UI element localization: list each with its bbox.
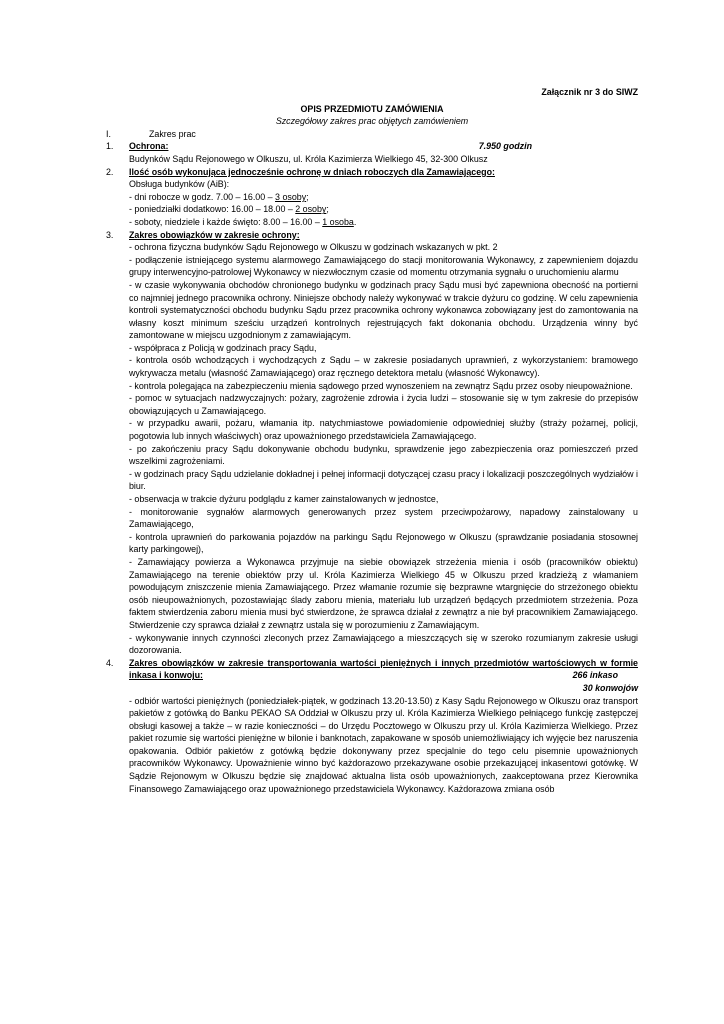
- section-1: [106, 140, 638, 165]
- paragraph: - kontrola polegająca na zabezpieczeniu mienia sądowego przed wynoszeniem na zewnątrz Sądu przez osoby nieupoważnione.: [129, 380, 633, 391]
- staff-line: [106, 216, 638, 229]
- paragraph: - monitorowanie sygnałów alarmowych generowanych przez system przeciwpożarowy, napadowy zainstalowany u Zamawiającego,: [129, 506, 638, 530]
- paragraph: - w czasie wykonywania obchodów chronionego budynku w godzinach pracy Sądu musi być zapewniona obecność na portierni co najmniej jednego pracownika ochrony. Niniejsze obchody należy wykonywać w trakcie dyżuru co godzinę. W celu zapewnienia kontroli systematyczności obchodu budynku Sądu przez pracownika ochrony wykonawca zobowiązany jest do zamontowania na własny koszt minimum sześciu urządzeń kontrolnych rejestrujących fakt dokonania obchodu. Urządzenia winny być zamontowane w miejscu uzgodnionym z zamawiającym.: [129, 279, 638, 341]
- paragraph: - ochrona fizyczna budynków Sądu Rejonowego w Olkuszu w godzinach wskazanych w pkt. 2: [129, 242, 498, 253]
- section-title: Ilość osób wykonująca jednocześnie ochronę w dniach roboczych dla Zamawiającego:: [129, 166, 495, 177]
- staff-count: 3 osoby: [275, 191, 307, 202]
- convoy-count: 30 konwojów: [582, 682, 638, 693]
- section-line: Obsługa budynków (AiB):: [129, 179, 230, 190]
- section-hours: 7.950 godzin: [478, 141, 532, 152]
- section-number: I.: [106, 128, 111, 139]
- staff-line-text: - soboty, niedziele i każde święto: 8.00 – 16.00 –: [129, 216, 323, 227]
- section-title: Zakres obowiązków w zakresie transportowania wartości pieniężnych i innych przedmiotów wartościowych w formie inkasa i konwoju:: [129, 657, 638, 681]
- staff-line: [106, 191, 638, 204]
- section-title: Ochrona:: [129, 141, 169, 152]
- paragraph: - po zakończeniu pracy Sądu dokonywanie obchodu budynku, sprawdzenie jego zabezpieczenia oraz pomieszczeń przed wszelkimi zagrożeniami.: [129, 443, 638, 467]
- section-number: 1.: [106, 141, 114, 152]
- section-line: Budynków Sądu Rejonowego w Olkuszu, ul. Króla Kazimierza Wielkiego 45, 32-300 Olkusz: [129, 153, 488, 164]
- paragraph: - kontrola osób wchodzących i wychodzących z Sądu – w zakresie posiadanych uprawnień, z wykorzystaniem: bramowego wykrywacza metalu (własność Zamawiającego) oraz ręcznego detektora metalu (własność Wykonawcy).: [129, 355, 638, 379]
- section-title: Zakres obowiązków w zakresie ochrony:: [129, 229, 300, 240]
- section-title: Zakres prac: [149, 128, 196, 139]
- document-title: OPIS PRZEDMIOTU ZAMÓWIENIA: [300, 103, 444, 114]
- section-number: 4.: [106, 657, 114, 668]
- staff-count: 2 osoby: [295, 204, 327, 215]
- paragraph: - współpraca z Policją w godzinach pracy Sądu,: [129, 342, 317, 353]
- staff-count: 1 osoba: [322, 216, 354, 227]
- section-2: [106, 166, 638, 229]
- paragraph: - odbiór wartości pieniężnych (poniedziałek-piątek, w godzinach 13.20-13.50) z Kasy Sądu Rejonowego w Olkuszu oraz transport pakietów z gotówką do Banku PEKAO SA Oddział w Olkuszu przy ul. Króla Kazimierza Wielkiego pełniącego funkcję zastępczej obsługi kasowej a także – w razie konieczności – do Urzędu Pocztowego w Olkuszu przy ul. Króla Kazimierza Wielkiego. Przez pakiet rozumie się wartości pieniężne w bilonie i banknotach, zapakowane w sposób uniemożliwiający ich wyjęcie bez naruszenia opakowania. Odbiór pakietów z gotówką będzie dokonywany przez specjalnie do tego celu pisemnie upoważnionych pracowników Wykonawcy. Upoważnienie winno być każdorazowo przekazywane osobie przekazującej inkasentowi gotówkę. W Sądzie Rejonowym w Olkuszu będzie się znajdować aktualna lista osób upoważnionych, zaakceptowana przez Kierownika Finansowego Zamawiającego oraz upoważnionego przedstawiciela Wykonawcy. Każdorazowa zmiana osób: [129, 695, 638, 794]
- staff-suffix: .: [353, 216, 357, 227]
- staff-line-text: - poniedziałki dodatkowo: 16.00 – 18.00 –: [129, 204, 296, 215]
- attachment-label: Załącznik nr 3 do SIWZ: [541, 87, 638, 97]
- staff-line-text: - dni robocze w godz. 7.00 – 16.00 –: [129, 191, 276, 202]
- paragraph: - wykonywanie innych czynności zleconych przez Zamawiającego a mieszczących się w szeroko rozumianym zakresie usługi dozorowania.: [129, 632, 638, 656]
- document-body: [106, 86, 638, 795]
- section-3: [106, 229, 638, 657]
- paragraph: - Zamawiający powierza a Wykonawca przyjmuje na siebie obowiązek strzeżenia mienia i osób (pracowników obiektu) Zamawiającego na terenie obiektów przy ul. Króla Kazimierza Wielkiego 45 w Olkuszu przed kradzieżą z włamaniem powodującym zniszczenie mienia Zamawiającego. Przez włamanie rozumie się bezprawne wtargnięcie do strzeżonego obiektu osób nieupoważnionych, pozostawiając ślady zaboru mienia, materiału lub urządzeń będących przedmiotem strzeżenia. Poza faktem stwierdzenia zaboru mienia musi być stwierdzone, że sprawca działał z zewnątrz a nie był pracownikiem Zamawiającego. Stwierdzenie czy sprawca działał z zewnątrz ustala się w porozumieniu z Zamawiającym.: [129, 556, 638, 630]
- section-number: 2.: [106, 166, 114, 177]
- paragraph: - w godzinach pracy Sądu udzielanie dokładnej i pełnej informacji dotyczącej czasu pracy i lokalizacji poszczególnych wydziałów i biur.: [129, 468, 638, 492]
- section-I: [106, 128, 638, 141]
- paragraph: - obserwacja w trakcie dyżuru podglądu z kamer zainstalowanych w jednostce,: [129, 494, 439, 504]
- section-4: [106, 657, 638, 796]
- document-subtitle: Szczegółowy zakres prac objętych zamówieniem: [275, 116, 469, 127]
- staff-line: [106, 203, 638, 216]
- staff-suffix: ;: [306, 191, 309, 202]
- paragraph: - kontrola uprawnień do parkowania pojazdów na parkingu Sądu Rejonowego w Olkuszu (sprawdzanie posiadania stosownej karty parkingowej),: [129, 531, 638, 555]
- staff-suffix: ;: [326, 204, 329, 215]
- section-number: 3.: [106, 229, 114, 240]
- inkaso-count: 266 inkaso: [572, 670, 618, 681]
- paragraph: - pomoc w sytuacjach nadzwyczajnych: pożary, zagrożenie zdrowia i życia ludzi – stosowanie się w tym zakresie do przepisów obowiązujących u Zamawiającego.: [129, 393, 638, 416]
- paragraph: - podłączenie istniejącego systemu alarmowego Zamawiającego do stacji monitorowania Wykonawcy, z zapewnieniem dojazdu grupy interwencyjno-patrolowej Wykonawcy w niezwłocznym czasie od momentu otrzymania sygnału o uruchomieniu alarmu: [129, 254, 638, 278]
- paragraph: - w przypadku awarii, pożaru, włamania itp. natychmiastowe powiadomienie odpowiedniej służby (straży pożarnej, policji, pogotowia lub innych właściwych) oraz upoważnionego przedstawiciela Zamawiającego.: [129, 418, 638, 442]
